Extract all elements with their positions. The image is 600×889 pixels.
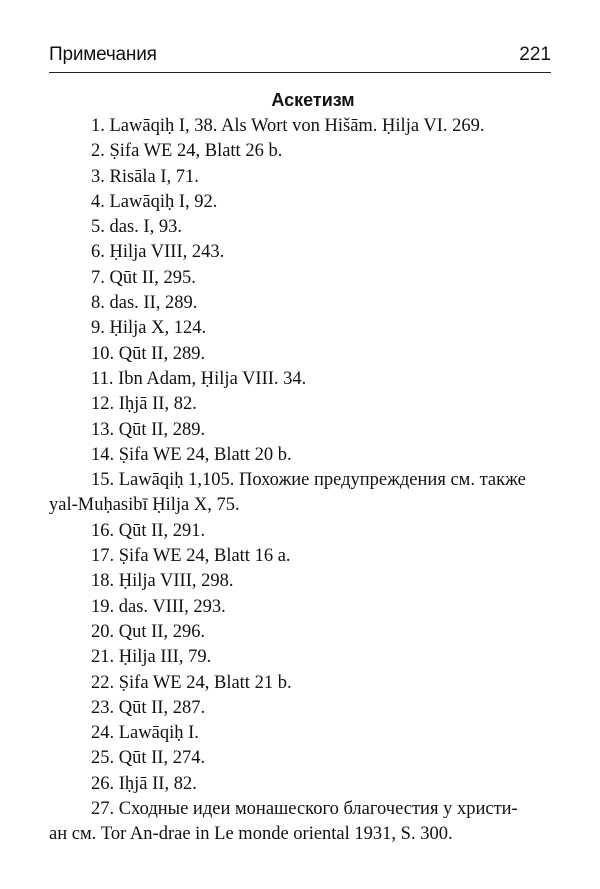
- section-title: Аскетизм: [271, 90, 355, 110]
- note-continuation: yal-Muḥasibī Ḥilja X, 75.: [49, 495, 240, 516]
- note-1: [0, 114, 600, 139]
- note-text: 9. Ḥilja X, 124.: [91, 318, 207, 339]
- note-text: 5. das. I, 93.: [91, 217, 182, 238]
- note-text: 21. Ḥilja III, 79.: [91, 647, 212, 668]
- note-text: 7. Qūt II, 295.: [91, 267, 196, 288]
- note-19: [0, 595, 600, 620]
- note-text: 25. Qūt II, 274.: [91, 748, 206, 769]
- note-18: [0, 569, 600, 594]
- note-24: [0, 721, 600, 746]
- note-text: 22. Ṣifa WE 24, Blatt 21 b.: [91, 672, 292, 693]
- note-3: [0, 165, 600, 190]
- note-7: [0, 266, 600, 291]
- note-17: [0, 544, 600, 569]
- note-text: 24. Lawāqiḥ I.: [91, 723, 199, 744]
- note-25: [0, 746, 600, 771]
- page-number: 221: [519, 44, 551, 65]
- note-22: [0, 671, 600, 696]
- note-text: 10. Qūt II, 289.: [91, 343, 206, 364]
- note-11: [0, 367, 600, 392]
- note-text: 15. Lawāqiḥ 1,105. Похожие предупреждения см. также: [91, 470, 526, 491]
- note-8: [0, 291, 600, 316]
- note-text: 11. Ibn Adam, Ḥilja VIII. 34.: [91, 368, 307, 389]
- note-text: 13. Qūt II, 289.: [91, 419, 206, 440]
- running-header: [49, 44, 551, 73]
- note-text: 12. Iḥjā II, 82.: [91, 394, 197, 415]
- note-text: 6. Ḥilja VIII, 243.: [91, 242, 225, 263]
- note-text: 16. Qūt II, 291.: [91, 520, 206, 541]
- note-continuation: ан см. Tor An-drae in Le monde oriental 1931, S. 300.: [49, 824, 453, 845]
- note-21: [0, 645, 600, 670]
- note-text: 19. das. VIII, 293.: [91, 596, 226, 617]
- note-4: [0, 190, 600, 215]
- note-text: 17. Ṣifa WE 24, Blatt 16 a.: [91, 546, 291, 567]
- notes-list: [0, 114, 600, 848]
- note-27: [0, 797, 600, 848]
- note-13: [0, 418, 600, 443]
- note-6: [0, 240, 600, 265]
- note-9: [0, 316, 600, 341]
- note-5: [0, 215, 600, 240]
- note-text: 20. Qut II, 296.: [91, 621, 206, 642]
- note-text: 23. Qūt II, 287.: [91, 697, 206, 718]
- note-text: 3. Risāla I, 71.: [91, 166, 199, 187]
- note-10: [0, 342, 600, 367]
- running-title: Примечания: [49, 44, 157, 65]
- note-15: [0, 468, 600, 519]
- note-23: [0, 696, 600, 721]
- note-text: 27. Сходные идеи монашеского благочестия у христи-: [91, 799, 518, 820]
- note-text: 14. Ṣifa WE 24, Blatt 20 b.: [91, 444, 292, 465]
- note-text: 8. das. II, 289.: [91, 293, 198, 314]
- note-20: [0, 620, 600, 645]
- note-12: [0, 392, 600, 417]
- note-text: 2. Ṣifa WE 24, Blatt 26 b.: [91, 141, 283, 162]
- note-26: [0, 772, 600, 797]
- note-14: [0, 443, 600, 468]
- note-text: 18. Ḥilja VIII, 298.: [91, 571, 234, 592]
- note-text: 26. Iḥjā II, 82.: [91, 773, 197, 794]
- note-text: 4. Lawāqiḥ I, 92.: [91, 191, 218, 212]
- note-16: [0, 519, 600, 544]
- note-text: 1. Lawāqiḥ I, 38. Als Wort von Hišām. Ḥilja VI. 269.: [91, 116, 485, 136]
- note-2: [0, 139, 600, 164]
